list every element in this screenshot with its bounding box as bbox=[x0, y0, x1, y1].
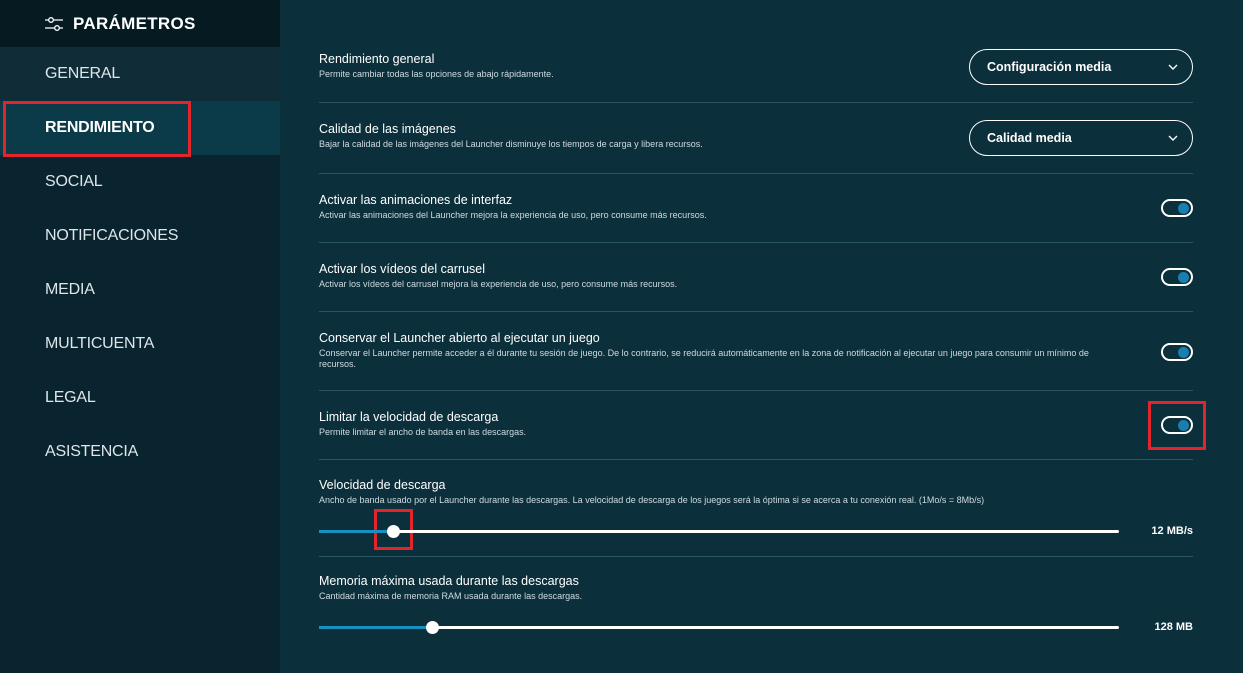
select-value: Calidad media bbox=[987, 131, 1072, 145]
performance-select[interactable] bbox=[969, 49, 1193, 85]
keep-open-toggle[interactable] bbox=[1161, 343, 1193, 361]
setting-download-speed bbox=[319, 460, 1193, 557]
setting-keep-open bbox=[319, 312, 1193, 391]
chevron-down-icon bbox=[1168, 133, 1178, 143]
carousel-videos-toggle[interactable] bbox=[1161, 268, 1193, 286]
slider-track[interactable] bbox=[319, 530, 1119, 533]
sidebar-item-legal[interactable]: LEGAL bbox=[45, 389, 96, 406]
select-value: Configuración media bbox=[987, 60, 1112, 74]
setting-title: Activar los vídeos del carrusel bbox=[319, 262, 486, 276]
slider-track[interactable] bbox=[319, 626, 1119, 629]
sidebar bbox=[0, 0, 280, 673]
max-memory-value: 128 MB bbox=[1154, 621, 1193, 633]
setting-title: Velocidad de descarga bbox=[319, 478, 446, 492]
setting-general-performance bbox=[319, 40, 1193, 103]
image-quality-select[interactable] bbox=[969, 120, 1193, 156]
slider-fill bbox=[319, 626, 432, 629]
setting-desc: Ancho de banda usado por el Launcher durante las descargas. La velocidad de descarga de los juegos será la óptima si se acerca a tu conexión real. (1Mo/s = 8Mb/s) bbox=[319, 495, 985, 505]
setting-limit-download bbox=[319, 391, 1193, 460]
setting-image-quality bbox=[319, 103, 1193, 174]
slider-thumb[interactable] bbox=[426, 621, 439, 634]
sidebar-item-asistencia[interactable]: ASISTENCIA bbox=[45, 443, 139, 460]
sidebar-item-multicuenta[interactable]: MULTICUENTA bbox=[45, 335, 155, 352]
sidebar-item-media[interactable]: MEDIA bbox=[45, 281, 95, 298]
download-speed-value: 12 MB/s bbox=[1151, 525, 1193, 537]
settings-panel bbox=[319, 40, 1193, 647]
setting-carousel-videos bbox=[319, 243, 1193, 312]
slider-thumb[interactable] bbox=[387, 525, 400, 538]
setting-desc: Permite cambiar todas las opciones de abajo rápidamente. bbox=[319, 69, 554, 79]
setting-title: Conservar el Launcher abierto al ejecutar un juego bbox=[319, 331, 600, 345]
setting-desc: Activar los vídeos del carrusel mejora la experiencia de uso, pero consume más recursos. bbox=[319, 279, 678, 289]
setting-desc: Bajar la calidad de las imágenes del Launcher disminuye los tiempos de carga y libera recursos. bbox=[319, 139, 703, 149]
sidebar-header bbox=[0, 0, 280, 47]
sidebar-item-notificaciones[interactable]: NOTIFICACIONES bbox=[45, 227, 179, 244]
toggle-knob bbox=[1178, 420, 1189, 431]
toggle-knob bbox=[1178, 203, 1189, 214]
setting-title: Activar las animaciones de interfaz bbox=[319, 193, 513, 207]
setting-desc: Permite limitar el ancho de banda en las descargas. bbox=[319, 427, 527, 437]
sidebar-item-rendimiento[interactable]: RENDIMIENTO bbox=[0, 101, 280, 155]
download-speed-slider[interactable] bbox=[319, 520, 1193, 544]
sliders-icon bbox=[45, 17, 63, 31]
setting-desc: Cantidad máxima de memoria RAM usada durante las descargas. bbox=[319, 591, 583, 601]
setting-ui-animations bbox=[319, 174, 1193, 243]
ui-animations-toggle[interactable] bbox=[1161, 199, 1193, 217]
setting-desc: Conservar el Launcher permite acceder a él durante tu sesión de juego. De lo contrario, se reducirá automáticamente en la zona de notificación al ejecutar un juego para consumir un mínimo de recursos. bbox=[319, 348, 1089, 369]
setting-title: Memoria máxima usada durante las descargas bbox=[319, 574, 579, 588]
setting-title: Limitar la velocidad de descarga bbox=[319, 410, 499, 424]
toggle-knob bbox=[1178, 347, 1189, 358]
sidebar-item-social[interactable]: SOCIAL bbox=[45, 173, 103, 190]
toggle-knob bbox=[1178, 272, 1189, 283]
setting-title: Rendimiento general bbox=[319, 52, 435, 66]
slider-fill bbox=[319, 530, 393, 533]
setting-max-memory bbox=[319, 557, 1193, 647]
setting-title: Calidad de las imágenes bbox=[319, 122, 456, 136]
sidebar-item-general[interactable]: GENERAL bbox=[0, 47, 280, 101]
max-memory-slider[interactable] bbox=[319, 616, 1193, 640]
sidebar-title: PARÁMETROS bbox=[73, 13, 196, 33]
limit-download-toggle[interactable] bbox=[1161, 416, 1193, 434]
setting-desc: Activar las animaciones del Launcher mejora la experiencia de uso, pero consume más recursos. bbox=[319, 210, 707, 220]
chevron-down-icon bbox=[1168, 62, 1178, 72]
